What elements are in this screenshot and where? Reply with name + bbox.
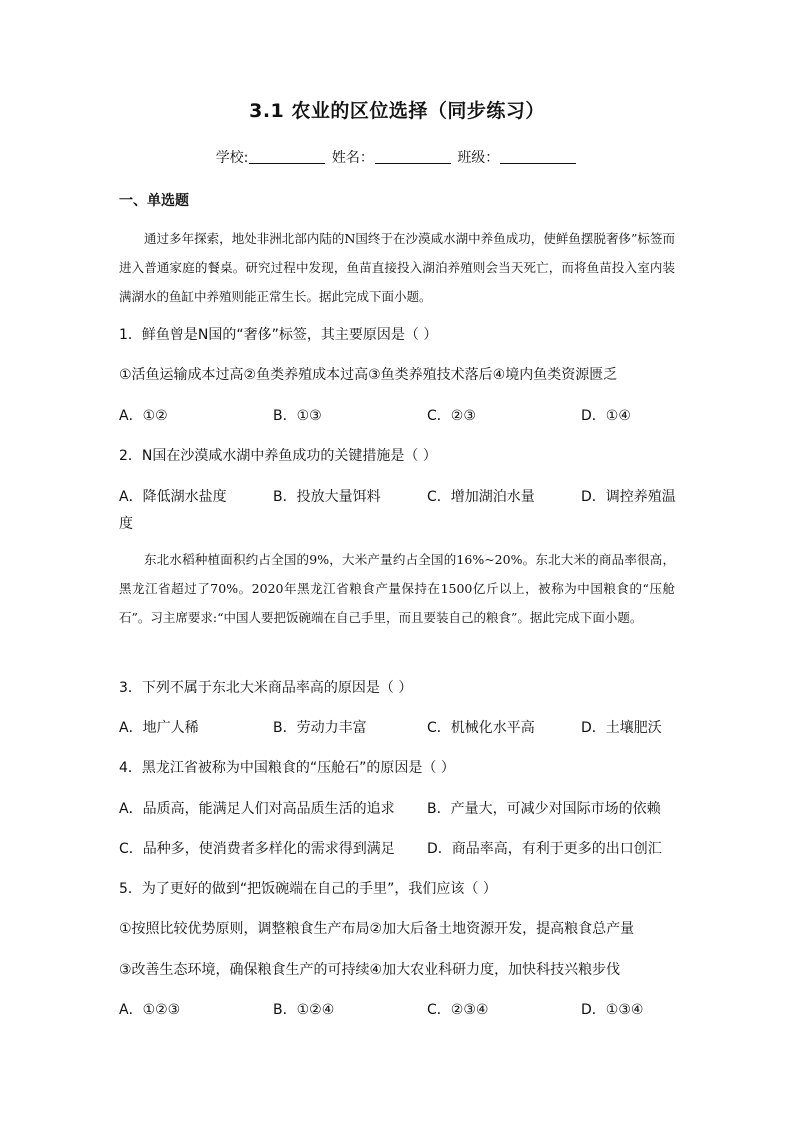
option-a[interactable]: A．①②	[119, 408, 168, 424]
question-5-stem: 5．为了更好的做到“把饭碗端在自己的手里”，我们应该（ ）	[119, 881, 497, 897]
option-b[interactable]: B．产量大，可减少对国际市场的依赖	[427, 801, 661, 817]
page-title: 3.1 农业的区位选择（同步练习）	[249, 100, 545, 122]
question-3-stem: 3．下列不属于东北大米商品率高的原因是（ ）	[119, 680, 413, 696]
option-d[interactable]: D．商品率高，有利于更多的出口创汇	[427, 841, 662, 857]
option-d[interactable]: D．①④	[581, 408, 631, 424]
option-b[interactable]: B．①③	[273, 408, 322, 424]
option-c[interactable]: C．增加湖泊水量	[427, 489, 535, 505]
question-2-option-wrap: 度	[119, 516, 133, 532]
option-d[interactable]: D．调控养殖温	[581, 489, 676, 505]
question-4-stem: 4．黑龙江省被称为中国粮食的“压舱石”的原因是（ ）	[119, 760, 455, 776]
option-b[interactable]: B．①②④	[273, 1002, 335, 1018]
question-5-choices-list-1: ①按照比较优势原则，调整粮食生产布局②加大后备土地资源开发，提高粮食总产量	[119, 921, 635, 937]
option-a[interactable]: A．①②③	[119, 1002, 181, 1018]
option-d[interactable]: D．土壤肥沃	[581, 720, 662, 736]
school-blank[interactable]	[249, 149, 325, 164]
option-a[interactable]: A．品质高，能满足人们对高品质生活的追求	[119, 801, 395, 817]
class-blank[interactable]	[500, 149, 576, 164]
reading-passage-1: 通过多年探索，地处非洲北部内陆的N国终于在沙漠咸水湖中养鱼成功，使鲜鱼摆脱奢侈”标签而进入普通家庭的餐桌。研究过程中发现，鱼苗直接投入湖泊养殖则会当天死亡，而将鱼苗投入室内装满湖水的鱼缸中养殖则能正常生长。据此完成下面小题。	[119, 231, 675, 304]
option-b[interactable]: B．投放大量饵料	[273, 489, 381, 505]
option-c[interactable]: C．②③	[427, 408, 476, 424]
option-b[interactable]: B．劳动力丰富	[273, 720, 367, 736]
class-label: 班级：	[457, 150, 500, 166]
school-label: 学校:	[215, 150, 249, 166]
reading-passage-2: 东北水稻种植面积约占全国的9%，大米产量约占全国的16%~20%。东北大米的商品率很高，黑龙江省超过了70%。2020年黑龙江省粮食产量保持在1500亿斤以上，被称为中国粮食的“压舱石”。习主席要求:“中国人要把饭碗端在自己手里，而且要装自己的粮食”。据此完成下面小题。	[119, 552, 675, 625]
name-blank[interactable]	[375, 149, 451, 164]
option-a[interactable]: A．降低湖水盐度	[119, 489, 227, 505]
option-c[interactable]: C．品种多，使消费者多样化的需求得到满足	[119, 841, 395, 857]
question-2-stem: 2．N国在沙漠咸水湖中养鱼成功的关键措施是（ ）	[119, 448, 437, 464]
question-5-choices-list-2: ③改善生态环境，确保粮食生产的可持续④加大农业科研力度，加快科技兴粮步伐	[119, 962, 621, 978]
option-c[interactable]: C．②③④	[427, 1002, 489, 1018]
option-d[interactable]: D．①③④	[581, 1002, 644, 1018]
name-label: 姓名：	[331, 150, 374, 166]
option-c[interactable]: C．机械化水平高	[427, 720, 535, 736]
section-heading: 一、单选题	[119, 193, 189, 209]
question-1-choices-list: ①活鱼运输成本过高②鱼类养殖成本过高③鱼类养殖技术落后④境内鱼类资源匮乏	[119, 367, 618, 383]
option-a[interactable]: A．地广人稀	[119, 720, 199, 736]
student-info-line	[0, 147, 794, 167]
question-1-stem: 1．鲜鱼曾是N国的“奢侈”标签，其主要原因是（ ）	[119, 327, 438, 343]
